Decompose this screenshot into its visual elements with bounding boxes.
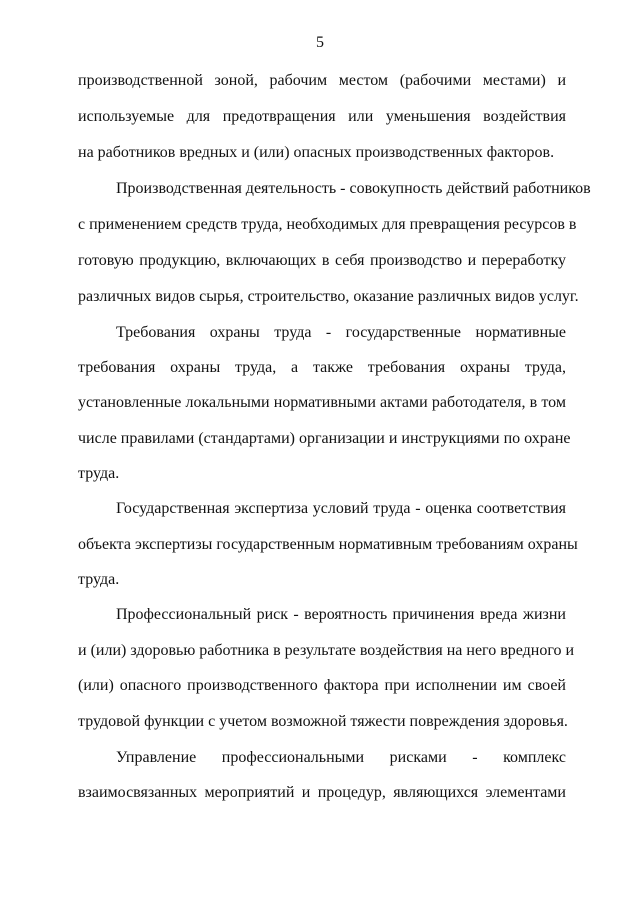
text-line: установленные локальными нормативными актами работодателя, в том: [78, 394, 566, 411]
text-line: (или) опасного производственного фактора при исполнении им своей: [78, 677, 566, 694]
paragraph-first-line: Производственная деятельность - совокупность действий работников: [116, 180, 591, 197]
text-line: требования охраны труда, а также требования охраны труда,: [78, 359, 566, 376]
text-line: объекта экспертизы государственным нормативным требованиям охраны: [78, 536, 578, 553]
text-line: взаимосвязанных мероприятий и процедур, являющихся элементами: [78, 784, 566, 801]
text-line: на работников вредных и (или) опасных производственных факторов.: [78, 144, 555, 161]
text-line: числе правилами (стандартами) организации и инструкциями по охране: [78, 430, 571, 447]
paragraph-first-line: Профессиональный риск - вероятность причинения вреда жизни: [116, 606, 566, 623]
paragraph-first-line: Требования охраны труда - государственные нормативные: [116, 324, 566, 341]
text-line: готовую продукцию, включающих в себя производство и переработку: [78, 252, 566, 269]
paragraph-first-line: Государственная экспертиза условий труда - оценка соответствия: [116, 500, 566, 517]
page-number: 5: [316, 34, 324, 51]
text-line: с применением средств труда, необходимых для превращения ресурсов в: [78, 216, 577, 233]
text-line: труда.: [78, 571, 120, 588]
text-line: различных видов сырья, строительство, оказание различных видов услуг.: [78, 288, 579, 305]
text-line: и (или) здоровью работника в результате воздействия на него вредного и: [78, 642, 575, 659]
text-line: используемые для предотвращения или уменьшения воздействия: [78, 108, 566, 125]
paragraph-first-line: Управление профессиональными рисками - комплекс: [116, 749, 566, 766]
text-line: производственной зоной, рабочим местом (рабочими местами) и: [78, 72, 566, 89]
text-line: трудовой функции с учетом возможной тяжести повреждения здоровья.: [78, 713, 568, 730]
text-line: труда.: [78, 465, 120, 482]
